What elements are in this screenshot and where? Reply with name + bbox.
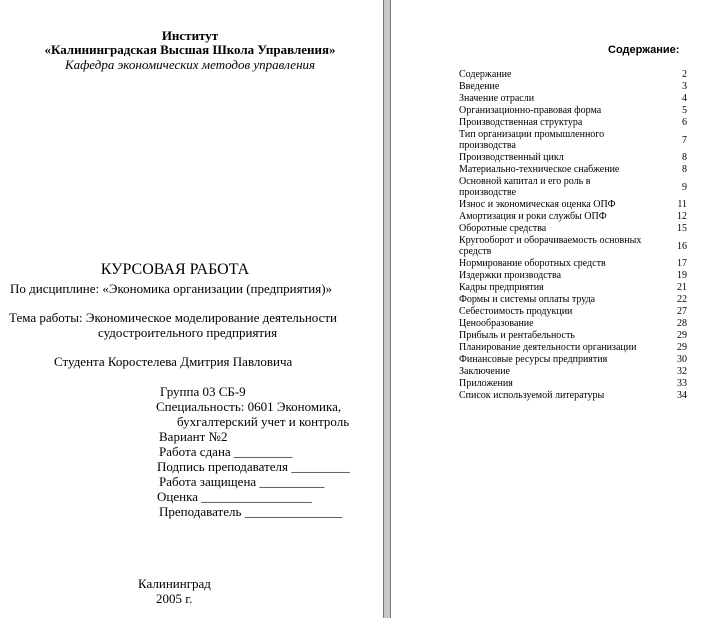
toc-row <box>459 342 689 353</box>
toc-page: 32 <box>677 366 687 377</box>
toc-row <box>459 366 689 377</box>
toc-title: Ценообразование <box>459 318 534 329</box>
toc-row <box>459 81 689 92</box>
department: Кафедра экономических методов управления <box>64 57 316 72</box>
work-title: КУРСОВАЯ РАБОТА <box>100 261 250 278</box>
specialty-line-2: бухгалтерский учет и контроль <box>177 414 350 429</box>
toc-page: 22 <box>677 294 687 305</box>
toc-page: 9 <box>682 181 687 193</box>
submitted-field: Работа сдана _________ <box>159 444 293 459</box>
toc-title: Себестоимость продукции <box>459 306 573 317</box>
toc-title: Амортизация и роки службы ОПФ <box>459 211 607 222</box>
toc-page: 33 <box>677 378 687 389</box>
toc-page: 5 <box>682 105 687 116</box>
toc-row <box>459 117 689 128</box>
toc-title: Формы и системы оплаты труда <box>459 294 596 305</box>
toc-title: Планирование деятельности организации <box>459 342 637 353</box>
toc-title: Производственный цикл <box>459 152 564 163</box>
toc-row <box>459 69 689 80</box>
toc-title: Заключение <box>459 366 510 377</box>
toc-page: 4 <box>682 93 687 104</box>
teacher-signature-field: Подпись преподавателя _________ <box>157 459 350 474</box>
toc-row <box>459 152 689 163</box>
page-divider <box>383 0 391 618</box>
toc-page: 12 <box>677 211 687 222</box>
toc-page: 29 <box>677 342 687 353</box>
toc-row <box>459 176 689 198</box>
toc-title: Список используемой литературы <box>459 390 605 401</box>
institute: Институт <box>161 28 219 43</box>
topic-line-1: Тема работы: Экономическое моделирование деятельности <box>9 310 338 325</box>
toc-row <box>459 306 689 317</box>
toc-title: Оборотные средства <box>459 223 547 234</box>
toc-page: 34 <box>677 390 687 401</box>
toc-page: 11 <box>677 199 687 210</box>
defended-field: Работа защищена __________ <box>159 474 325 489</box>
toc-page: 30 <box>677 354 687 365</box>
toc-row <box>459 211 689 222</box>
contents-heading: Содержание: <box>608 44 680 56</box>
toc-title: Приложения <box>459 378 513 389</box>
toc-row <box>459 354 689 365</box>
toc-title: Нормирование оборотных средств <box>459 258 606 269</box>
toc-title: Значение отрасли <box>459 93 535 104</box>
toc-row <box>459 270 689 281</box>
toc-page: 8 <box>682 164 687 175</box>
school-name: «Калининградская Высшая Школа Управления» <box>44 42 336 57</box>
table-of-contents <box>459 69 689 402</box>
toc-title: Кругооборот и оборачиваемость основных средств <box>459 235 642 257</box>
toc-row <box>459 294 689 305</box>
toc-title: Прибыль и рентабельность <box>459 330 575 341</box>
variant: Вариант №2 <box>159 429 228 444</box>
toc-title: Основной капитал и его роль в производстве <box>459 176 591 198</box>
toc-row <box>459 199 689 210</box>
toc-row <box>459 378 689 389</box>
toc-title: Тип организации промышленного производства <box>459 129 605 151</box>
toc-row <box>459 258 689 269</box>
toc-row <box>459 223 689 234</box>
toc-row <box>459 235 689 257</box>
toc-row <box>459 318 689 329</box>
toc-page: 2 <box>682 69 687 80</box>
topic-line-2: судостроительного предприятия <box>98 325 278 340</box>
toc-row <box>459 105 689 116</box>
toc-page: 19 <box>677 270 687 281</box>
toc-page: 29 <box>677 330 687 341</box>
group: Группа 03 СБ-9 <box>160 384 246 399</box>
toc-page: 28 <box>677 318 687 329</box>
toc-page: 3 <box>682 81 687 92</box>
toc-page: 6 <box>682 117 687 128</box>
discipline: По дисциплине: «Экономика организации (предприятия)» <box>10 281 333 296</box>
toc-page: 7 <box>682 134 687 146</box>
toc-row <box>459 282 689 293</box>
toc-title: Организационно-правовая форма <box>459 105 602 116</box>
toc-page: 16 <box>677 240 687 252</box>
toc-title: Издержки производства <box>459 270 562 281</box>
specialty-line-1: Специальность: 0601 Экономика, <box>156 399 342 414</box>
student: Студента Коростелева Дмитрия Павловича <box>54 354 293 369</box>
toc-row <box>459 93 689 104</box>
toc-page: 27 <box>677 306 687 317</box>
toc-row <box>459 129 689 151</box>
year: 2005 г. <box>156 591 193 606</box>
toc-page: 17 <box>677 258 687 269</box>
toc-title: Содержание <box>459 69 512 80</box>
toc-title: Материально-техническое снабжение <box>459 164 620 175</box>
city: Калининград <box>138 576 211 591</box>
toc-title: Износ и экономическая оценка ОПФ <box>459 199 616 210</box>
toc-page: 8 <box>682 152 687 163</box>
toc-row <box>459 390 689 401</box>
grade-field: Оценка _________________ <box>157 489 312 504</box>
toc-title: Введение <box>459 81 500 92</box>
toc-row <box>459 164 689 175</box>
toc-title: Кадры предприятия <box>459 282 544 293</box>
toc-title: Финансовые ресурсы предприятия <box>459 354 608 365</box>
toc-title: Производственная структура <box>459 117 583 128</box>
teacher-field: Преподаватель _______________ <box>159 504 343 519</box>
toc-row <box>459 330 689 341</box>
toc-page: 21 <box>677 282 687 293</box>
toc-page: 15 <box>677 223 687 234</box>
